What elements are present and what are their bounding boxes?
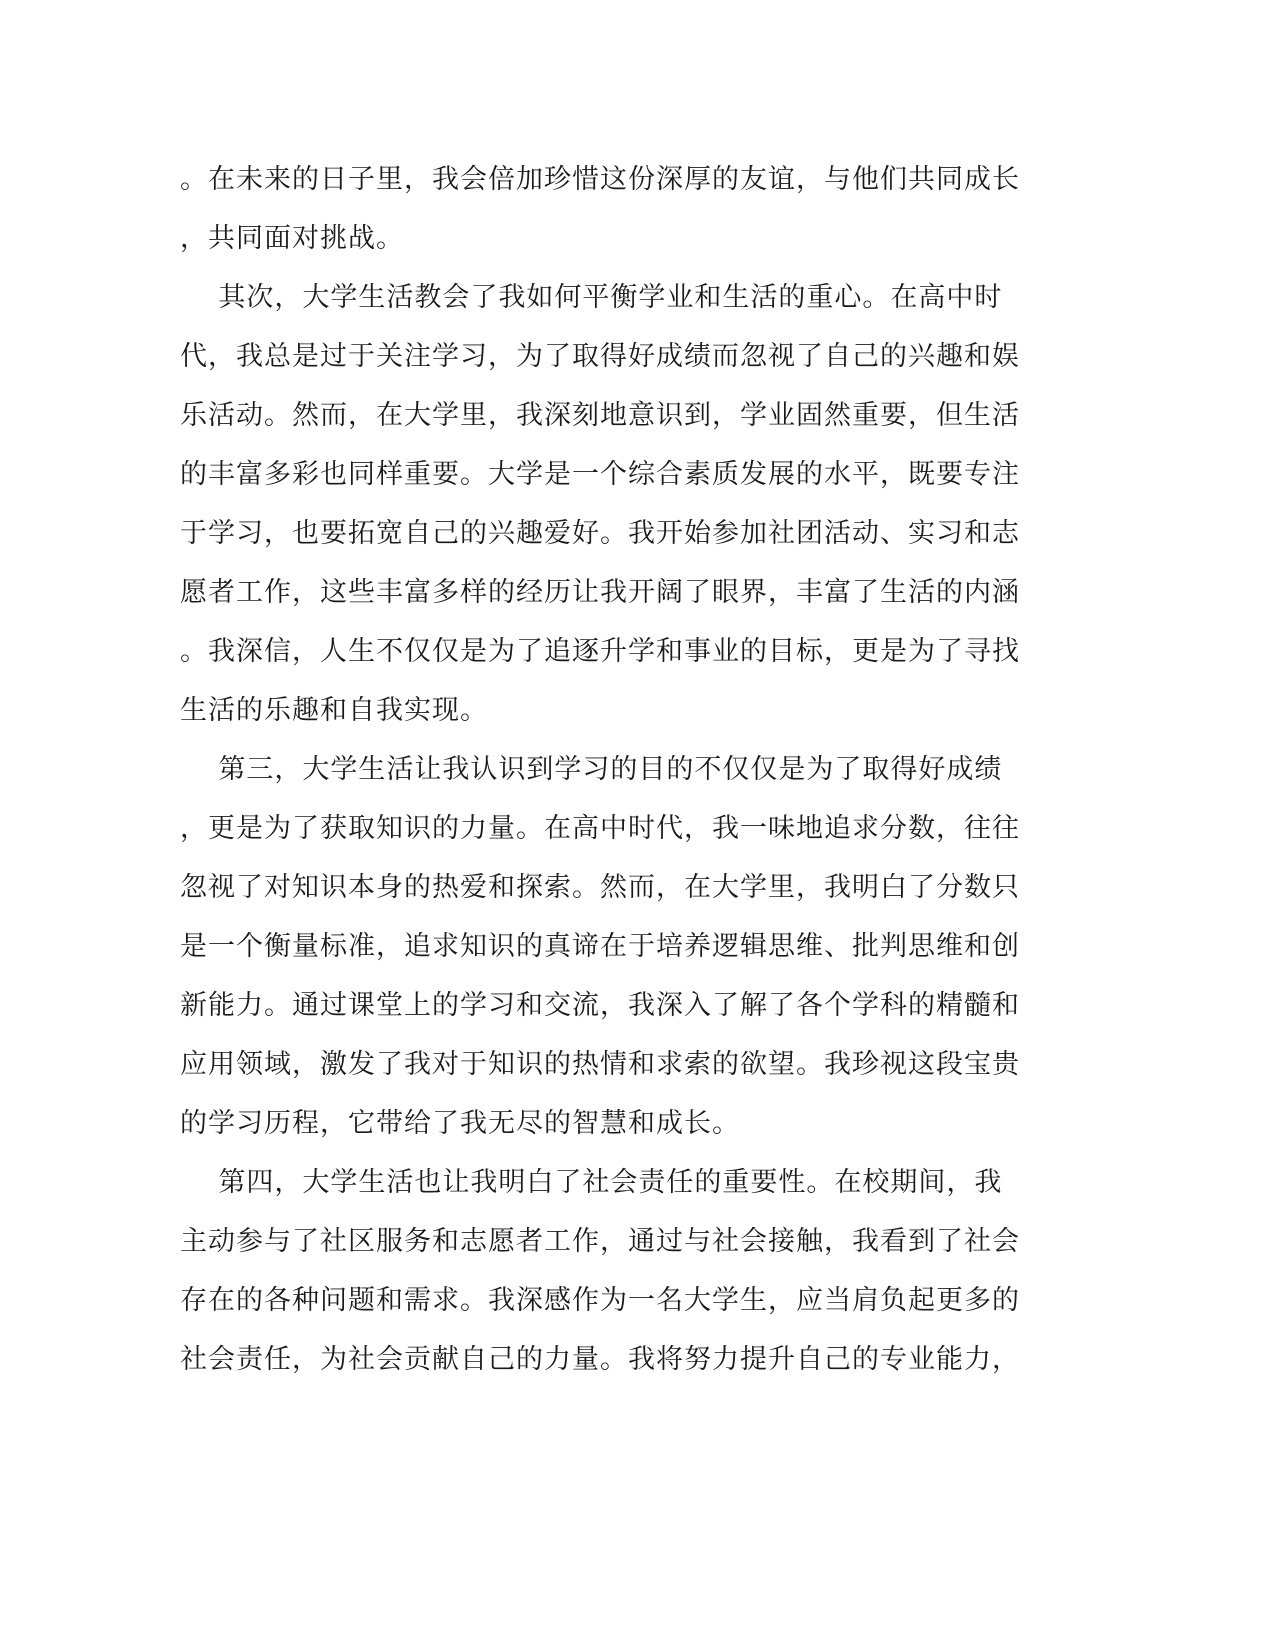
text-line: 社会责任，为社会贡献自己的力量。我将努力提升自己的专业能力，: [180, 1344, 1020, 1375]
text-line: ，更是为了获取知识的力量。在高中时代，我一味地追求分数，往往: [180, 813, 1020, 844]
text-line: 忽视了对知识本身的热爱和探索。然而，在大学里，我明白了分数只: [180, 872, 1020, 903]
paragraph-start-line: 其次，大学生活教会了我如何平衡学业和生活的重心。在高中时: [180, 282, 1003, 313]
text-line: 乐活动。然而，在大学里，我深刻地意识到，学业固然重要，但生活: [180, 400, 1020, 431]
text-line: 。我深信，人生不仅仅是为了追逐升学和事业的目标，更是为了寻找: [180, 636, 1020, 667]
paragraph-start-line: 第四，大学生活也让我明白了社会责任的重要性。在校期间，我: [180, 1167, 1003, 1198]
text-line: 主动参与了社区服务和志愿者工作，通过与社会接触，我看到了社会: [180, 1226, 1020, 1257]
text-line: 。在未来的日子里，我会倍加珍惜这份深厚的友谊，与他们共同成长: [180, 164, 1020, 195]
text-line: 于学习，也要拓宽自己的兴趣爱好。我开始参加社团活动、实习和志: [180, 518, 1020, 549]
text-line: 代，我总是过于关注学习，为了取得好成绩而忽视了自己的兴趣和娱: [180, 341, 1020, 372]
text-line: 的学习历程，它带给了我无尽的智慧和成长。: [180, 1108, 740, 1139]
text-line: 应用领域，激发了我对于知识的热情和求索的欲望。我珍视这段宝贵: [180, 1049, 1020, 1080]
text-line: 是一个衡量标准，追求知识的真谛在于培养逻辑思维、批判思维和创: [180, 931, 1020, 962]
text-line: 生活的乐趣和自我实现。: [180, 695, 488, 726]
text-line: 新能力。通过课堂上的学习和交流，我深入了解了各个学科的精髓和: [180, 990, 1020, 1021]
text-line: 愿者工作，这些丰富多样的经历让我开阔了眼界，丰富了生活的内涵: [180, 577, 1020, 608]
text-line: 的丰富多彩也同样重要。大学是一个综合素质发展的水平，既要专注: [180, 459, 1020, 490]
text-line: ，共同面对挑战。: [180, 223, 404, 254]
paragraph-start-line: 第三，大学生活让我认识到学习的目的不仅仅是为了取得好成绩: [180, 754, 1003, 785]
text-line: 存在的各种问题和需求。我深感作为一名大学生，应当肩负起更多的: [180, 1285, 1020, 1316]
